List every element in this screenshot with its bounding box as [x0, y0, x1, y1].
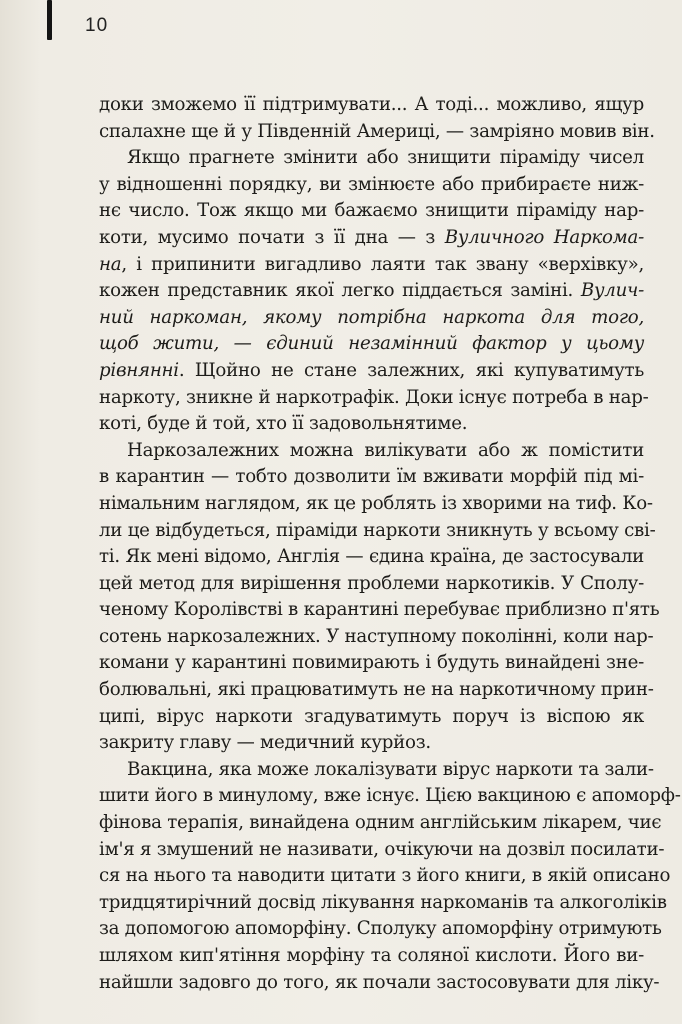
text-line	[99, 385, 649, 412]
italic-text: Вуличного Наркома-	[444, 226, 644, 248]
text-line	[99, 278, 644, 305]
text-line	[99, 704, 644, 731]
text-segment: закриту главу — медичний курйоз.	[99, 732, 431, 754]
text-line	[99, 438, 644, 465]
text-line	[99, 145, 644, 172]
text-segment: болювальні, які працюватимуть не на наркотичному прин-	[99, 679, 654, 701]
text-line	[99, 890, 667, 917]
text-segment: Наркозалежних можна вилікувати або ж помістити	[127, 439, 644, 461]
text-line	[99, 305, 644, 332]
text-segment: у відношенні порядку, ви змінюєте або прибираєте ниж-	[99, 173, 644, 195]
text-line	[99, 650, 644, 677]
text-line	[99, 916, 662, 943]
text-segment: кожен представник якої легко піддається заміні.	[99, 280, 581, 302]
text-segment: ли це відбудеться, піраміди наркоти зникнуть у всьому сві-	[99, 519, 656, 541]
text-line	[99, 597, 660, 624]
text-segment: спалахне ще й у Південній Америці, — замріяно мовив він.	[99, 120, 655, 142]
text-segment: німальним наглядом, як це роблять із хворими на тиф. Ко-	[99, 492, 653, 514]
italic-text: Вулич-	[580, 280, 644, 302]
text-line	[99, 358, 644, 385]
page-edge-mark	[47, 0, 52, 40]
text-line	[99, 491, 653, 518]
text-line	[99, 783, 681, 810]
text-segment: цей метод для вирішення проблеми наркотиків. У Сполу-	[99, 572, 644, 594]
text-line	[99, 677, 654, 704]
text-line	[99, 863, 671, 890]
text-segment: коті, буде й той, хто її задовольнятиме.	[99, 413, 468, 435]
text-segment: Якщо прагнете змінити або знищити піраміду чисел	[127, 147, 644, 169]
text-segment: наркоту, зникне й наркотрафік. Доки існує потреба в нар-	[99, 386, 649, 408]
body-text	[99, 92, 681, 996]
text-line	[99, 225, 644, 252]
text-segment: комани у карантині повимирають і будуть винайдені зне-	[99, 652, 644, 674]
text-line	[99, 331, 644, 358]
text-line	[99, 571, 644, 598]
text-line	[99, 411, 644, 438]
text-segment: тридцятирічний досвід лікування наркоманів та алкоголіків	[99, 891, 667, 913]
text-segment: ченому Королівстві в карантині перебуває приблизно п'ять	[99, 599, 660, 621]
text-segment: Вакцина, яка може локалізувати вірус наркоти та зали-	[127, 758, 654, 780]
italic-text: ний наркоман, якому потрібна наркота для того,	[99, 306, 644, 328]
page-number: 10	[85, 15, 109, 36]
text-segment: фінова терапія, винайдена одним англійським лікарем, чиє	[99, 812, 662, 834]
text-line	[99, 943, 644, 970]
text-line	[99, 198, 644, 225]
text-segment: ципі, вірус наркоти згадуватимуть поруч із віспою як	[99, 705, 644, 727]
italic-text: на	[99, 253, 122, 275]
text-segment: , і припинити вигадливо лаяти так звану «верхівку»,	[121, 253, 644, 275]
text-segment: нє число. Тож якщо ми бажаємо знищити піраміду нар-	[99, 200, 644, 222]
text-line	[99, 810, 662, 837]
text-segment: в карантин — тобто дозволити їм вживати морфій під мі-	[99, 466, 644, 488]
text-segment: коти, мусимо почати з її дна — з	[99, 226, 445, 248]
text-line	[99, 837, 665, 864]
text-line	[99, 119, 655, 146]
text-line	[99, 544, 644, 571]
text-segment: . Щойно не стане залежних, які купуватимуть	[178, 359, 644, 381]
text-line	[99, 624, 654, 651]
text-segment: ся на нього та наводити цитати з його книги, в якій описано	[99, 865, 671, 887]
text-line	[99, 970, 660, 997]
text-line	[99, 92, 644, 119]
text-line	[99, 464, 644, 491]
text-segment: найшли задовго до того, як почали застосовувати для ліку-	[99, 971, 660, 993]
text-segment: ім'я я змушений не називати, очікуючи на дозвіл посилати-	[99, 838, 665, 860]
text-line	[99, 172, 644, 199]
text-line	[99, 757, 654, 784]
text-segment: ті. Як мені відомо, Англія — єдина країна, де застосували	[99, 546, 644, 568]
text-segment: шити його в минулому, вже існує. Цією вакциною є апоморф-	[99, 785, 681, 807]
italic-text: рівнянні	[99, 359, 179, 381]
text-line	[99, 518, 656, 545]
text-segment: за допомогою апоморфіну. Сполуку апоморфіну отримують	[99, 918, 662, 940]
text-segment: шляхом кип'ятіння морфіну та соляної кислоти. Його ви-	[99, 945, 644, 966]
italic-text: щоб жити, — єдиний незамінний фактор у цьому	[99, 333, 644, 355]
text-line	[99, 252, 644, 279]
text-line	[99, 730, 644, 757]
text-segment: доки зможемо її підтримувати... А тоді... можливо, ящур	[99, 94, 644, 115]
text-segment: сотень наркозалежних. У наступному поколінні, коли нар-	[99, 625, 654, 647]
